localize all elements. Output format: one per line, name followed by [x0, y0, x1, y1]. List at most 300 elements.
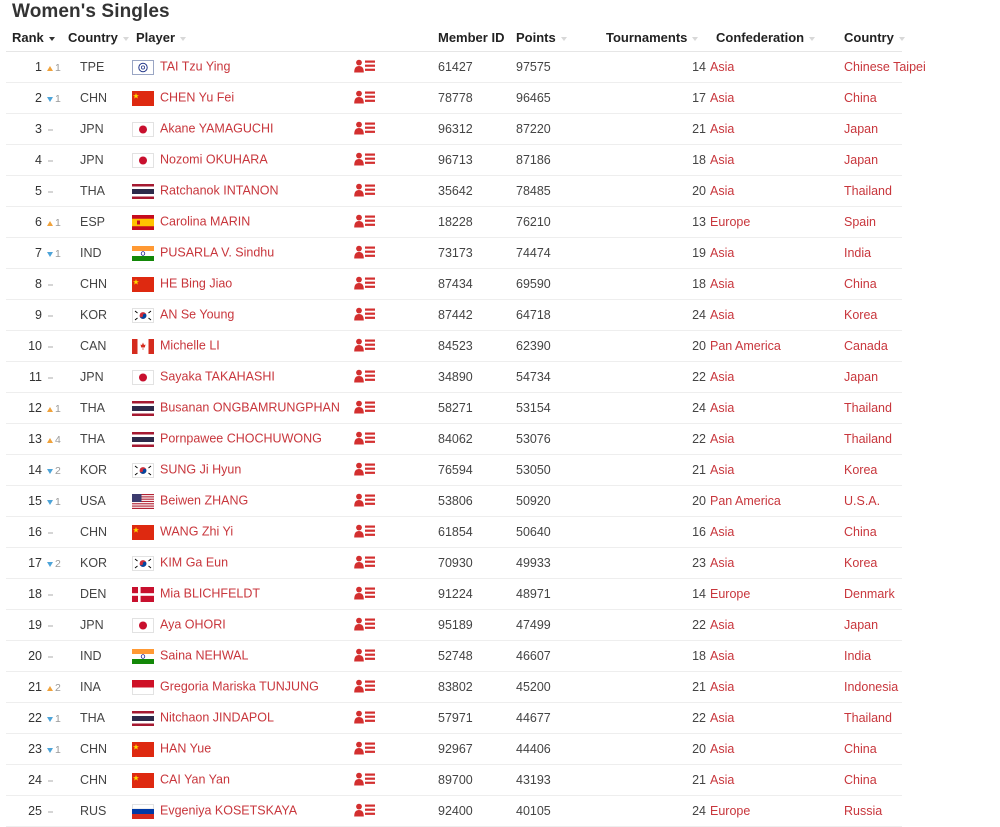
confederation-link[interactable]: Asia — [710, 300, 834, 331]
actions-cell — [354, 703, 436, 734]
rank-cell — [6, 83, 61, 114]
country-link[interactable]: China — [834, 765, 902, 796]
country-code-cell: THA — [58, 176, 126, 207]
country-code-cell: KOR — [58, 548, 126, 579]
country-code-cell: JPN — [58, 362, 126, 393]
confederation-link[interactable]: Pan America — [710, 486, 834, 517]
rank-unchanged-icon — [48, 160, 53, 162]
country-link[interactable]: India — [834, 238, 902, 269]
rank-value: 23 — [28, 742, 42, 756]
confederation-link[interactable]: Pan America — [710, 331, 834, 362]
player-profile-icon[interactable] — [354, 648, 376, 665]
actions-cell — [354, 610, 436, 641]
rank-value: 2 — [35, 91, 42, 105]
confederation-link[interactable]: Asia — [710, 455, 834, 486]
player-profile-icon[interactable] — [354, 679, 376, 696]
player-profile-icon[interactable] — [354, 59, 376, 76]
points-cell: 53050 — [516, 455, 606, 486]
actions-cell — [354, 796, 436, 827]
rankings-table-body — [6, 52, 926, 827]
member-id-cell: 35642 — [436, 176, 516, 207]
confederation-link[interactable]: Asia — [710, 424, 834, 455]
country-link[interactable]: Thailand — [834, 424, 902, 455]
sort-icon — [692, 37, 698, 41]
player-name-link[interactable]: TAI Tzu Ying — [160, 60, 231, 75]
confederation-link[interactable]: Asia — [710, 238, 834, 269]
rank-cell — [6, 734, 61, 765]
country-link[interactable]: Russia — [834, 796, 902, 827]
confederation-link[interactable]: Asia — [710, 641, 834, 672]
country-link[interactable]: Japan — [834, 362, 902, 393]
tournaments-cell: 20 — [606, 734, 710, 765]
rank-cell — [6, 238, 61, 269]
country-code-cell: CHN — [58, 734, 126, 765]
chn-flag-icon — [132, 525, 154, 540]
confederation-link[interactable]: Asia — [710, 52, 834, 83]
player-name-link[interactable]: Michelle LI — [160, 339, 220, 354]
member-id-cell: 73173 — [436, 238, 516, 269]
confederation-link[interactable]: Asia — [710, 765, 834, 796]
member-id-cell: 84523 — [436, 331, 516, 362]
country-link[interactable]: U.S.A. — [834, 486, 902, 517]
player-name-link[interactable]: Carolina MARIN — [160, 215, 251, 230]
player-cell — [126, 145, 354, 176]
table-row — [6, 176, 902, 207]
usa-flag-icon — [132, 494, 154, 509]
points-cell: 53154 — [516, 393, 606, 424]
table-row — [6, 610, 902, 641]
rank-change-value: 4 — [55, 434, 61, 446]
rank-change — [44, 248, 61, 260]
player-profile-icon[interactable] — [354, 803, 376, 820]
rank-change — [44, 620, 58, 632]
member-id-cell: 92400 — [436, 796, 516, 827]
table-row — [6, 145, 902, 176]
rank-change — [44, 341, 58, 353]
actions-cell — [354, 300, 436, 331]
player-name-link[interactable]: HE Bing Jiao — [160, 277, 233, 292]
rank-unchanged-icon — [48, 656, 53, 658]
player-name-link[interactable]: Beiwen ZHANG — [160, 494, 249, 509]
table-row — [6, 579, 902, 610]
rank-value: 24 — [28, 773, 42, 787]
player-profile-icon[interactable] — [354, 462, 376, 479]
country-code-cell: CHN — [58, 765, 126, 796]
country-code-cell: TPE — [58, 52, 126, 83]
country-code-cell: JPN — [58, 114, 126, 145]
player-cell — [126, 579, 354, 610]
tournaments-cell: 21 — [606, 672, 710, 703]
actions-cell — [354, 579, 436, 610]
confederation-link[interactable]: Asia — [710, 176, 834, 207]
points-cell: 50640 — [516, 517, 606, 548]
country-code-header-label: Country — [68, 30, 118, 45]
member-id-cell: 53806 — [436, 486, 516, 517]
member-id-cell: 87434 — [436, 269, 516, 300]
member-id-cell: 84062 — [436, 424, 516, 455]
player-cell — [126, 362, 354, 393]
table-row — [6, 269, 902, 300]
country-link[interactable]: Thailand — [834, 703, 902, 734]
tournaments-cell: 17 — [606, 83, 710, 114]
country-link[interactable]: Korea — [834, 455, 902, 486]
rank-change — [44, 403, 61, 415]
chn-flag-icon — [132, 742, 154, 757]
country-link[interactable]: Korea — [834, 300, 902, 331]
confederation-link[interactable]: Asia — [710, 548, 834, 579]
jpn-flag-icon — [132, 122, 154, 137]
tha-flag-icon — [132, 432, 154, 447]
country-link[interactable]: Canada — [834, 331, 902, 362]
country-code-cell: DEN — [58, 579, 126, 610]
player-profile-icon[interactable] — [354, 493, 376, 510]
country-link[interactable]: Thailand — [834, 176, 902, 207]
player-profile-icon[interactable] — [354, 710, 376, 727]
player-profile-icon[interactable] — [354, 214, 376, 231]
player-cell — [126, 176, 354, 207]
confederation-link[interactable]: Asia — [710, 83, 834, 114]
tournaments-cell: 22 — [606, 362, 710, 393]
confederation-link[interactable]: Asia — [710, 610, 834, 641]
player-name-link[interactable]: SUNG Ji Hyun — [160, 463, 242, 478]
points-cell: 97575 — [516, 52, 606, 83]
player-cell — [126, 83, 354, 114]
table-row — [6, 114, 902, 145]
rank-cell — [6, 703, 61, 734]
player-name-link[interactable]: Ratchanok INTANON — [160, 184, 279, 199]
rank-unchanged-icon — [48, 191, 53, 193]
rank-up-icon — [47, 407, 53, 412]
tournaments-column-header[interactable] — [606, 24, 710, 52]
sort-icon — [123, 37, 129, 41]
player-cell — [126, 765, 354, 796]
rank-value: 7 — [35, 246, 42, 260]
country-link[interactable]: China — [834, 269, 902, 300]
player-cell — [126, 455, 354, 486]
table-row — [6, 517, 902, 548]
player-profile-icon[interactable] — [354, 524, 376, 541]
rank-cell — [6, 424, 61, 455]
country-link[interactable]: Korea — [834, 548, 902, 579]
table-row — [6, 765, 902, 796]
rank-value: 9 — [35, 308, 42, 322]
player-profile-icon[interactable] — [354, 183, 376, 200]
ind-flag-icon — [132, 246, 154, 261]
rank-value: 12 — [28, 401, 42, 415]
page-title: Women's Singles — [12, 1, 170, 22]
actions-cell — [354, 486, 436, 517]
player-profile-icon[interactable] — [354, 772, 376, 789]
points-cell: 78485 — [516, 176, 606, 207]
country-link[interactable]: Denmark — [834, 579, 902, 610]
member-id-cell: 96312 — [436, 114, 516, 145]
rank-cell — [6, 176, 58, 207]
country-code-cell: THA — [58, 424, 126, 455]
player-profile-icon[interactable] — [354, 741, 376, 758]
rank-change — [44, 775, 58, 787]
chn-flag-icon — [132, 91, 154, 106]
points-cell: 45200 — [516, 672, 606, 703]
rank-value: 16 — [28, 525, 42, 539]
rank-value: 5 — [35, 184, 42, 198]
player-name-link[interactable]: PUSARLA V. Sindhu — [160, 246, 275, 261]
player-profile-icon[interactable] — [354, 586, 376, 603]
confederation-link[interactable]: Europe — [710, 796, 834, 827]
player-profile-icon[interactable] — [354, 617, 376, 634]
rank-cell — [6, 145, 58, 176]
rank-unchanged-icon — [48, 315, 53, 317]
confederation-link[interactable]: Europe — [710, 207, 834, 238]
confederation-link[interactable]: Asia — [710, 114, 834, 145]
rank-unchanged-icon — [48, 377, 53, 379]
rank-up-icon — [47, 686, 53, 691]
player-name-link[interactable]: AN Se Young — [160, 308, 235, 323]
country-code-cell: CHN — [58, 517, 126, 548]
confederation-link[interactable]: Europe — [710, 579, 834, 610]
rank-cell — [6, 207, 61, 238]
rank-value: 3 — [35, 122, 42, 136]
esp-flag-icon — [132, 215, 154, 230]
rank-change — [44, 434, 61, 446]
member-id-cell: 92967 — [436, 734, 516, 765]
rank-value: 14 — [28, 463, 42, 477]
kor-flag-icon — [132, 556, 154, 571]
table-row — [6, 548, 902, 579]
country-link[interactable]: China — [834, 734, 902, 765]
rank-change-value: 1 — [55, 403, 61, 415]
player-cell — [126, 641, 354, 672]
player-name-link[interactable]: WANG Zhi Yi — [160, 525, 234, 540]
confederation-link[interactable]: Asia — [710, 362, 834, 393]
rank-up-icon — [47, 438, 53, 443]
rank-down-icon — [47, 562, 53, 567]
country-link[interactable]: Japan — [834, 114, 902, 145]
sort-desc-icon — [49, 37, 55, 41]
rank-cell — [6, 362, 58, 393]
points-cell: 64718 — [516, 300, 606, 331]
table-row — [6, 796, 902, 827]
confederation-link[interactable]: Asia — [710, 269, 834, 300]
member-id-cell: 61427 — [436, 52, 516, 83]
rank-change — [44, 589, 58, 601]
player-cell — [126, 703, 354, 734]
tournaments-cell: 21 — [606, 765, 710, 796]
player-name-link[interactable]: Saina NEHWAL — [160, 649, 249, 664]
country-link[interactable]: Japan — [834, 610, 902, 641]
rank-change — [44, 310, 58, 322]
player-profile-icon[interactable] — [354, 276, 376, 293]
country-link[interactable]: Spain — [834, 207, 902, 238]
points-cell: 87220 — [516, 114, 606, 145]
player-profile-icon[interactable] — [354, 338, 376, 355]
country-link[interactable]: Thailand — [834, 393, 902, 424]
player-name-link[interactable]: Gregoria Mariska TUNJUNG — [160, 680, 319, 695]
country-column-header[interactable] — [834, 24, 902, 52]
player-profile-icon[interactable] — [354, 121, 376, 138]
country-link[interactable]: China — [834, 517, 902, 548]
member-id-cell: 34890 — [436, 362, 516, 393]
player-profile-icon[interactable] — [354, 245, 376, 262]
player-profile-icon[interactable] — [354, 400, 376, 417]
tournaments-cell: 24 — [606, 300, 710, 331]
rank-down-icon — [47, 748, 53, 753]
player-cell — [126, 734, 354, 765]
player-profile-icon[interactable] — [354, 152, 376, 169]
rank-column-header[interactable] — [6, 24, 58, 52]
player-name-link[interactable]: Busanan ONGBAMRUNGPHAN — [160, 401, 340, 416]
confederation-link[interactable]: Asia — [710, 517, 834, 548]
country-code-column-header[interactable] — [58, 24, 126, 52]
can-flag-icon — [132, 339, 154, 354]
country-link[interactable]: Japan — [834, 145, 902, 176]
country-link[interactable]: Chinese Taipei — [834, 52, 902, 83]
player-column-header[interactable] — [126, 24, 354, 52]
tournaments-cell: 18 — [606, 145, 710, 176]
member-id-cell: 96713 — [436, 145, 516, 176]
points-cell: 44677 — [516, 703, 606, 734]
rank-value: 8 — [35, 277, 42, 291]
rank-value: 4 — [35, 153, 42, 167]
confederation-column-header[interactable] — [710, 24, 834, 52]
actions-cell — [354, 331, 436, 362]
chn-flag-icon — [132, 773, 154, 788]
points-cell: 49933 — [516, 548, 606, 579]
tha-flag-icon — [132, 401, 154, 416]
rank-change-value: 1 — [55, 62, 61, 74]
points-header-label: Points — [516, 30, 556, 45]
player-cell — [126, 300, 354, 331]
points-cell: 54734 — [516, 362, 606, 393]
rank-unchanged-icon — [48, 625, 53, 627]
points-cell: 87186 — [516, 145, 606, 176]
rank-down-icon — [47, 252, 53, 257]
player-profile-icon[interactable] — [354, 369, 376, 386]
ind-flag-icon — [132, 649, 154, 664]
rank-value: 10 — [28, 339, 42, 353]
player-name-link[interactable]: Pornpawee CHOCHUWONG — [160, 432, 322, 447]
player-name-link[interactable]: Akane YAMAGUCHI — [160, 122, 274, 137]
actions-cell — [354, 548, 436, 579]
player-name-link[interactable]: CAI Yan Yan — [160, 773, 230, 788]
points-cell: 76210 — [516, 207, 606, 238]
rank-cell — [6, 300, 58, 331]
player-profile-icon[interactable] — [354, 90, 376, 107]
tournaments-cell: 19 — [606, 238, 710, 269]
player-name-link[interactable]: HAN Yue — [160, 742, 212, 757]
country-code-cell: IND — [58, 238, 126, 269]
den-flag-icon — [132, 587, 154, 602]
points-column-header[interactable] — [516, 24, 606, 52]
jpn-flag-icon — [132, 370, 154, 385]
country-link[interactable]: Indonesia — [834, 672, 902, 703]
player-name-link[interactable]: KIM Ga Eun — [160, 556, 229, 571]
player-name-link[interactable]: Nozomi OKUHARA — [160, 153, 268, 168]
table-row — [6, 331, 902, 362]
table-row — [6, 300, 902, 331]
country-code-cell: USA — [58, 486, 126, 517]
actions-cell — [354, 176, 436, 207]
rank-unchanged-icon — [48, 346, 53, 348]
country-link[interactable]: India — [834, 641, 902, 672]
member-id-column-header[interactable] — [436, 24, 516, 52]
country-code-cell: CHN — [58, 83, 126, 114]
country-code-cell: JPN — [58, 145, 126, 176]
rank-change-value: 2 — [55, 682, 61, 694]
tournaments-cell: 21 — [606, 455, 710, 486]
points-cell: 53076 — [516, 424, 606, 455]
actions-cell — [354, 362, 436, 393]
player-cell — [126, 796, 354, 827]
player-cell — [126, 486, 354, 517]
player-profile-icon[interactable] — [354, 431, 376, 448]
actions-cell — [354, 765, 436, 796]
rank-value: 22 — [28, 711, 42, 725]
tournaments-cell: 20 — [606, 176, 710, 207]
rank-header-label: Rank — [12, 30, 44, 45]
player-name-link[interactable]: CHEN Yu Fei — [160, 91, 235, 106]
player-cell — [126, 114, 354, 145]
sort-icon — [561, 37, 567, 41]
tha-flag-icon — [132, 711, 154, 726]
tournaments-cell: 24 — [606, 393, 710, 424]
tournaments-cell: 18 — [606, 641, 710, 672]
player-cell — [126, 393, 354, 424]
rank-value: 17 — [28, 556, 42, 570]
rank-cell — [6, 393, 61, 424]
player-profile-icon[interactable] — [354, 307, 376, 324]
tournaments-cell: 14 — [606, 579, 710, 610]
country-code-cell: ESP — [58, 207, 126, 238]
chn-flag-icon — [132, 277, 154, 292]
rank-cell — [6, 517, 58, 548]
rank-change — [44, 372, 58, 384]
confederation-link[interactable]: Asia — [710, 672, 834, 703]
table-row — [6, 424, 902, 455]
rank-change-value: 2 — [55, 465, 61, 477]
table-row — [6, 52, 902, 83]
country-link[interactable]: China — [834, 83, 902, 114]
confederation-link[interactable]: Asia — [710, 703, 834, 734]
rank-unchanged-icon — [48, 780, 53, 782]
confederation-link[interactable]: Asia — [710, 393, 834, 424]
player-cell — [126, 52, 354, 83]
confederation-link[interactable]: Asia — [710, 145, 834, 176]
actions-cell — [354, 393, 436, 424]
player-name-link[interactable]: Mia BLICHFELDT — [160, 587, 261, 602]
rank-cell — [6, 610, 58, 641]
member-id-cell: 95189 — [436, 610, 516, 641]
rank-value: 19 — [28, 618, 42, 632]
rank-value: 21 — [28, 680, 42, 694]
player-name-link[interactable]: Aya OHORI — [160, 618, 226, 633]
player-name-link[interactable]: Sayaka TAKAHASHI — [160, 370, 275, 385]
rank-down-icon — [47, 469, 53, 474]
jpn-flag-icon — [132, 618, 154, 633]
rank-change-value: 1 — [55, 93, 61, 105]
kor-flag-icon — [132, 463, 154, 478]
actions-cell — [354, 145, 436, 176]
player-name-link[interactable]: Evgeniya KOSETSKAYA — [160, 804, 298, 819]
confederation-link[interactable]: Asia — [710, 734, 834, 765]
player-profile-icon[interactable] — [354, 555, 376, 572]
rank-unchanged-icon — [48, 594, 53, 596]
rank-down-icon — [47, 717, 53, 722]
member-id-cell: 83802 — [436, 672, 516, 703]
table-row — [6, 83, 902, 114]
rank-value: 15 — [28, 494, 42, 508]
player-name-link[interactable]: Nitchaon JINDAPOL — [160, 711, 274, 726]
country-code-cell: IND — [58, 641, 126, 672]
